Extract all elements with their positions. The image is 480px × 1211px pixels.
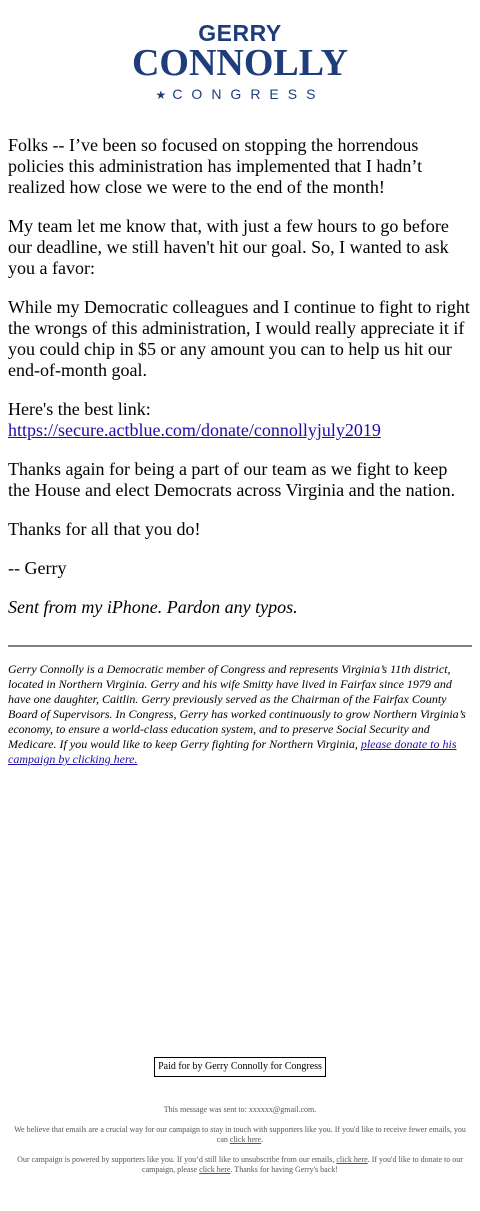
unsubscribe-end-text: . Thanks for having Gerry's back! xyxy=(230,1165,338,1174)
body-paragraph-4 xyxy=(8,399,472,441)
divider xyxy=(8,645,472,647)
bio-paragraph xyxy=(8,662,472,767)
paid-for-disclaimer: Paid for by Gerry Connolly for Congress xyxy=(154,1057,326,1077)
donate-link[interactable]: https://secure.actblue.com/donate/connollyjuly2019 xyxy=(8,420,381,440)
logo-first-name: GERRY xyxy=(198,20,282,46)
logo-congress xyxy=(0,86,480,103)
logo-congress-text: CONGRESS xyxy=(172,86,325,102)
bio-donate-link[interactable]: please donate to his campaign by clicking here. xyxy=(8,737,457,766)
unsubscribe-text: Our campaign is powered by supporters like you. If you’d still like to unsubscribe from our emails, xyxy=(17,1155,337,1164)
sent-to-notice: This message was sent to: xxxxxx@gmail.com. xyxy=(163,1105,317,1114)
body-paragraph-3: While my Democratic colleagues and I continue to fight to right the wrongs of this administration, I would really appreciate it if you could chip in $5 or any amount you can to help us hit our end-of-month goal. xyxy=(8,297,470,380)
fewer-emails-notice xyxy=(8,1125,472,1145)
best-link-label: Here's the best link: xyxy=(8,399,151,419)
unsubscribe-mid-text: . If you'd like to donate to our campaign, please xyxy=(142,1155,463,1174)
logo-last-name: CONNOLLY xyxy=(131,42,349,84)
footer-donate-link[interactable]: click here xyxy=(199,1165,231,1174)
unsubscribe-link[interactable]: click here xyxy=(336,1155,368,1164)
unsubscribe-notice xyxy=(8,1155,472,1175)
body-paragraph-5: Thanks again for being a part of our team as we fight to keep the House and elect Democrats across Virginia and the nation. xyxy=(8,459,456,500)
campaign-logo xyxy=(0,22,480,103)
body-paragraph-2: My team let me know that, with just a few hours to go before our deadline, we still haven't hit our goal. So, I wanted to ask you a favor: xyxy=(8,216,449,278)
fewer-emails-text: We believe that emails are a crucial way for our campaign to stay in touch with supporters like you. If you'd like to receive fewer emails, you can xyxy=(14,1125,466,1144)
body-paragraph-6: Thanks for all that you do! xyxy=(8,519,201,539)
sent-from-iphone: Sent from my iPhone. Pardon any typos. xyxy=(8,597,298,617)
email-body xyxy=(8,135,472,636)
fewer-emails-link[interactable]: click here xyxy=(229,1135,262,1144)
fewer-emails-end: . xyxy=(261,1135,264,1144)
star-icon: ★ xyxy=(155,88,173,102)
body-signoff: -- Gerry xyxy=(8,558,67,578)
body-paragraph-1: Folks -- I’ve been so focused on stopping the horrendous policies this administration has implemented that I hadn’t realized how close we were to the end of the month! xyxy=(8,135,423,197)
bio-text: Gerry Connolly is a Democratic member of Congress and represents Virginia’s 11th district, located in Northern Virginia. Gerry and his wife Smitty have lived in Fairfax since 1979 and have one daughter, Caitlin. Gerry previously served as the Chairman of the Fairfax County Board of Supervisors. In Congress, Gerry has worked continuously to grow Northern Virginia’s economy, to ensure a world-class education system, and to preserve Social Security and Medicare. If you would like to keep Gerry fighting for Northern Virginia, xyxy=(8,662,466,751)
email-footer xyxy=(8,1105,472,1185)
